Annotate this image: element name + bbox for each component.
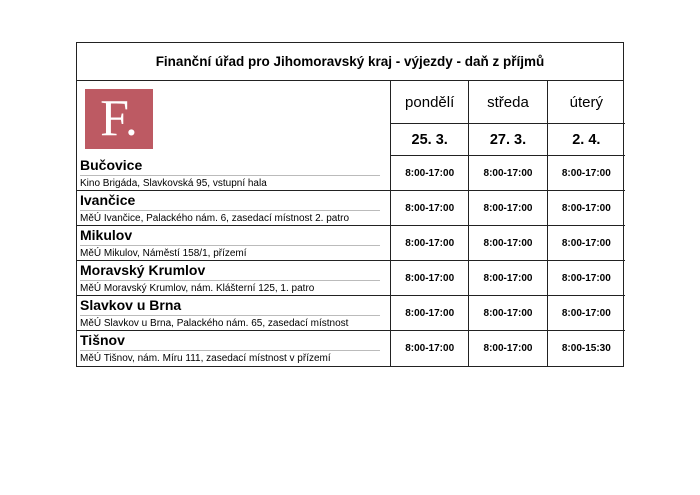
table-row	[77, 261, 625, 296]
date-header-row	[391, 124, 625, 156]
location-address: MěÚ Tišnov, nám. Míru 111, zasedací místnost v přízemí	[80, 350, 380, 365]
table-row	[77, 331, 625, 366]
location-name: Moravský Krumlov	[80, 261, 206, 278]
location-cell	[77, 226, 391, 260]
column-date: 2. 4.	[572, 131, 601, 148]
column-day: středa	[469, 81, 547, 123]
hours-group	[391, 331, 625, 366]
hours-cell: 8:00-17:00	[469, 296, 547, 330]
location-cell	[77, 191, 391, 225]
location-address: MěÚ Slavkov u Brna, Palackého nám. 65, zasedací místnost	[80, 315, 380, 330]
location-address: MěÚ Moravský Krumlov, nám. Klášterní 125, 1. patro	[80, 280, 380, 295]
table-row	[77, 226, 625, 261]
location-address: MěÚ Mikulov, Náměstí 158/1, přízemí	[80, 245, 380, 260]
hours-cell: 8:00-17:00	[469, 156, 547, 190]
location-name: Bučovice	[80, 156, 143, 173]
hours-cell: 8:00-17:00	[391, 331, 469, 366]
column-date: 27. 3.	[469, 124, 547, 155]
location-cell	[77, 331, 391, 366]
hours-cell: 8:00-17:00	[391, 226, 469, 260]
column-date: 25. 3.	[391, 124, 469, 155]
schedule-table	[76, 42, 624, 367]
day-header-row	[391, 81, 625, 124]
hours-cell: 8:00-17:00	[561, 272, 611, 284]
location-cell	[77, 261, 391, 295]
location-name: Slavkov u Brna	[80, 296, 182, 313]
column-day: pondělí	[391, 81, 469, 123]
hours-cell: 8:00-17:00	[561, 167, 611, 179]
location-cell	[77, 296, 391, 330]
hours-group	[391, 261, 625, 295]
location-name: Tišnov	[80, 332, 125, 348]
table-row	[77, 191, 625, 226]
table-row	[77, 156, 625, 191]
hours-cell: 8:00-17:00	[469, 226, 547, 260]
financni-sprava-logo: F.	[85, 89, 153, 149]
hours-cell: 8:00-15:30	[561, 343, 611, 354]
location-name: Mikulov	[80, 226, 133, 243]
hours-cell: 8:00-17:00	[561, 307, 611, 319]
location-cell	[77, 156, 391, 190]
table-row	[77, 296, 625, 331]
location-address: MěÚ Ivančice, Palackého nám. 6, zasedací místnost 2. patro	[80, 210, 380, 225]
column-day: úterý	[569, 93, 603, 111]
hours-cell: 8:00-17:00	[391, 296, 469, 330]
hours-cell: 8:00-17:00	[469, 331, 547, 366]
location-address: Kino Brigáda, Slavkovská 95, vstupní hala	[80, 175, 380, 190]
hours-cell: 8:00-17:00	[469, 191, 547, 225]
hours-cell: 8:00-17:00	[561, 237, 611, 249]
schedule-rows	[77, 156, 625, 366]
hours-cell: 8:00-17:00	[391, 156, 469, 190]
table-title: Finanční úřad pro Jihomoravský kraj - výjezdy - daň z příjmů	[77, 43, 623, 81]
hours-cell: 8:00-17:00	[391, 261, 469, 295]
hours-cell: 8:00-17:00	[469, 261, 547, 295]
hours-group	[391, 156, 625, 190]
hours-group	[391, 226, 625, 260]
hours-group	[391, 296, 625, 330]
hours-cell: 8:00-17:00	[561, 202, 611, 214]
location-name: Ivančice	[80, 191, 136, 208]
hours-group	[391, 191, 625, 225]
hours-cell: 8:00-17:00	[391, 191, 469, 225]
